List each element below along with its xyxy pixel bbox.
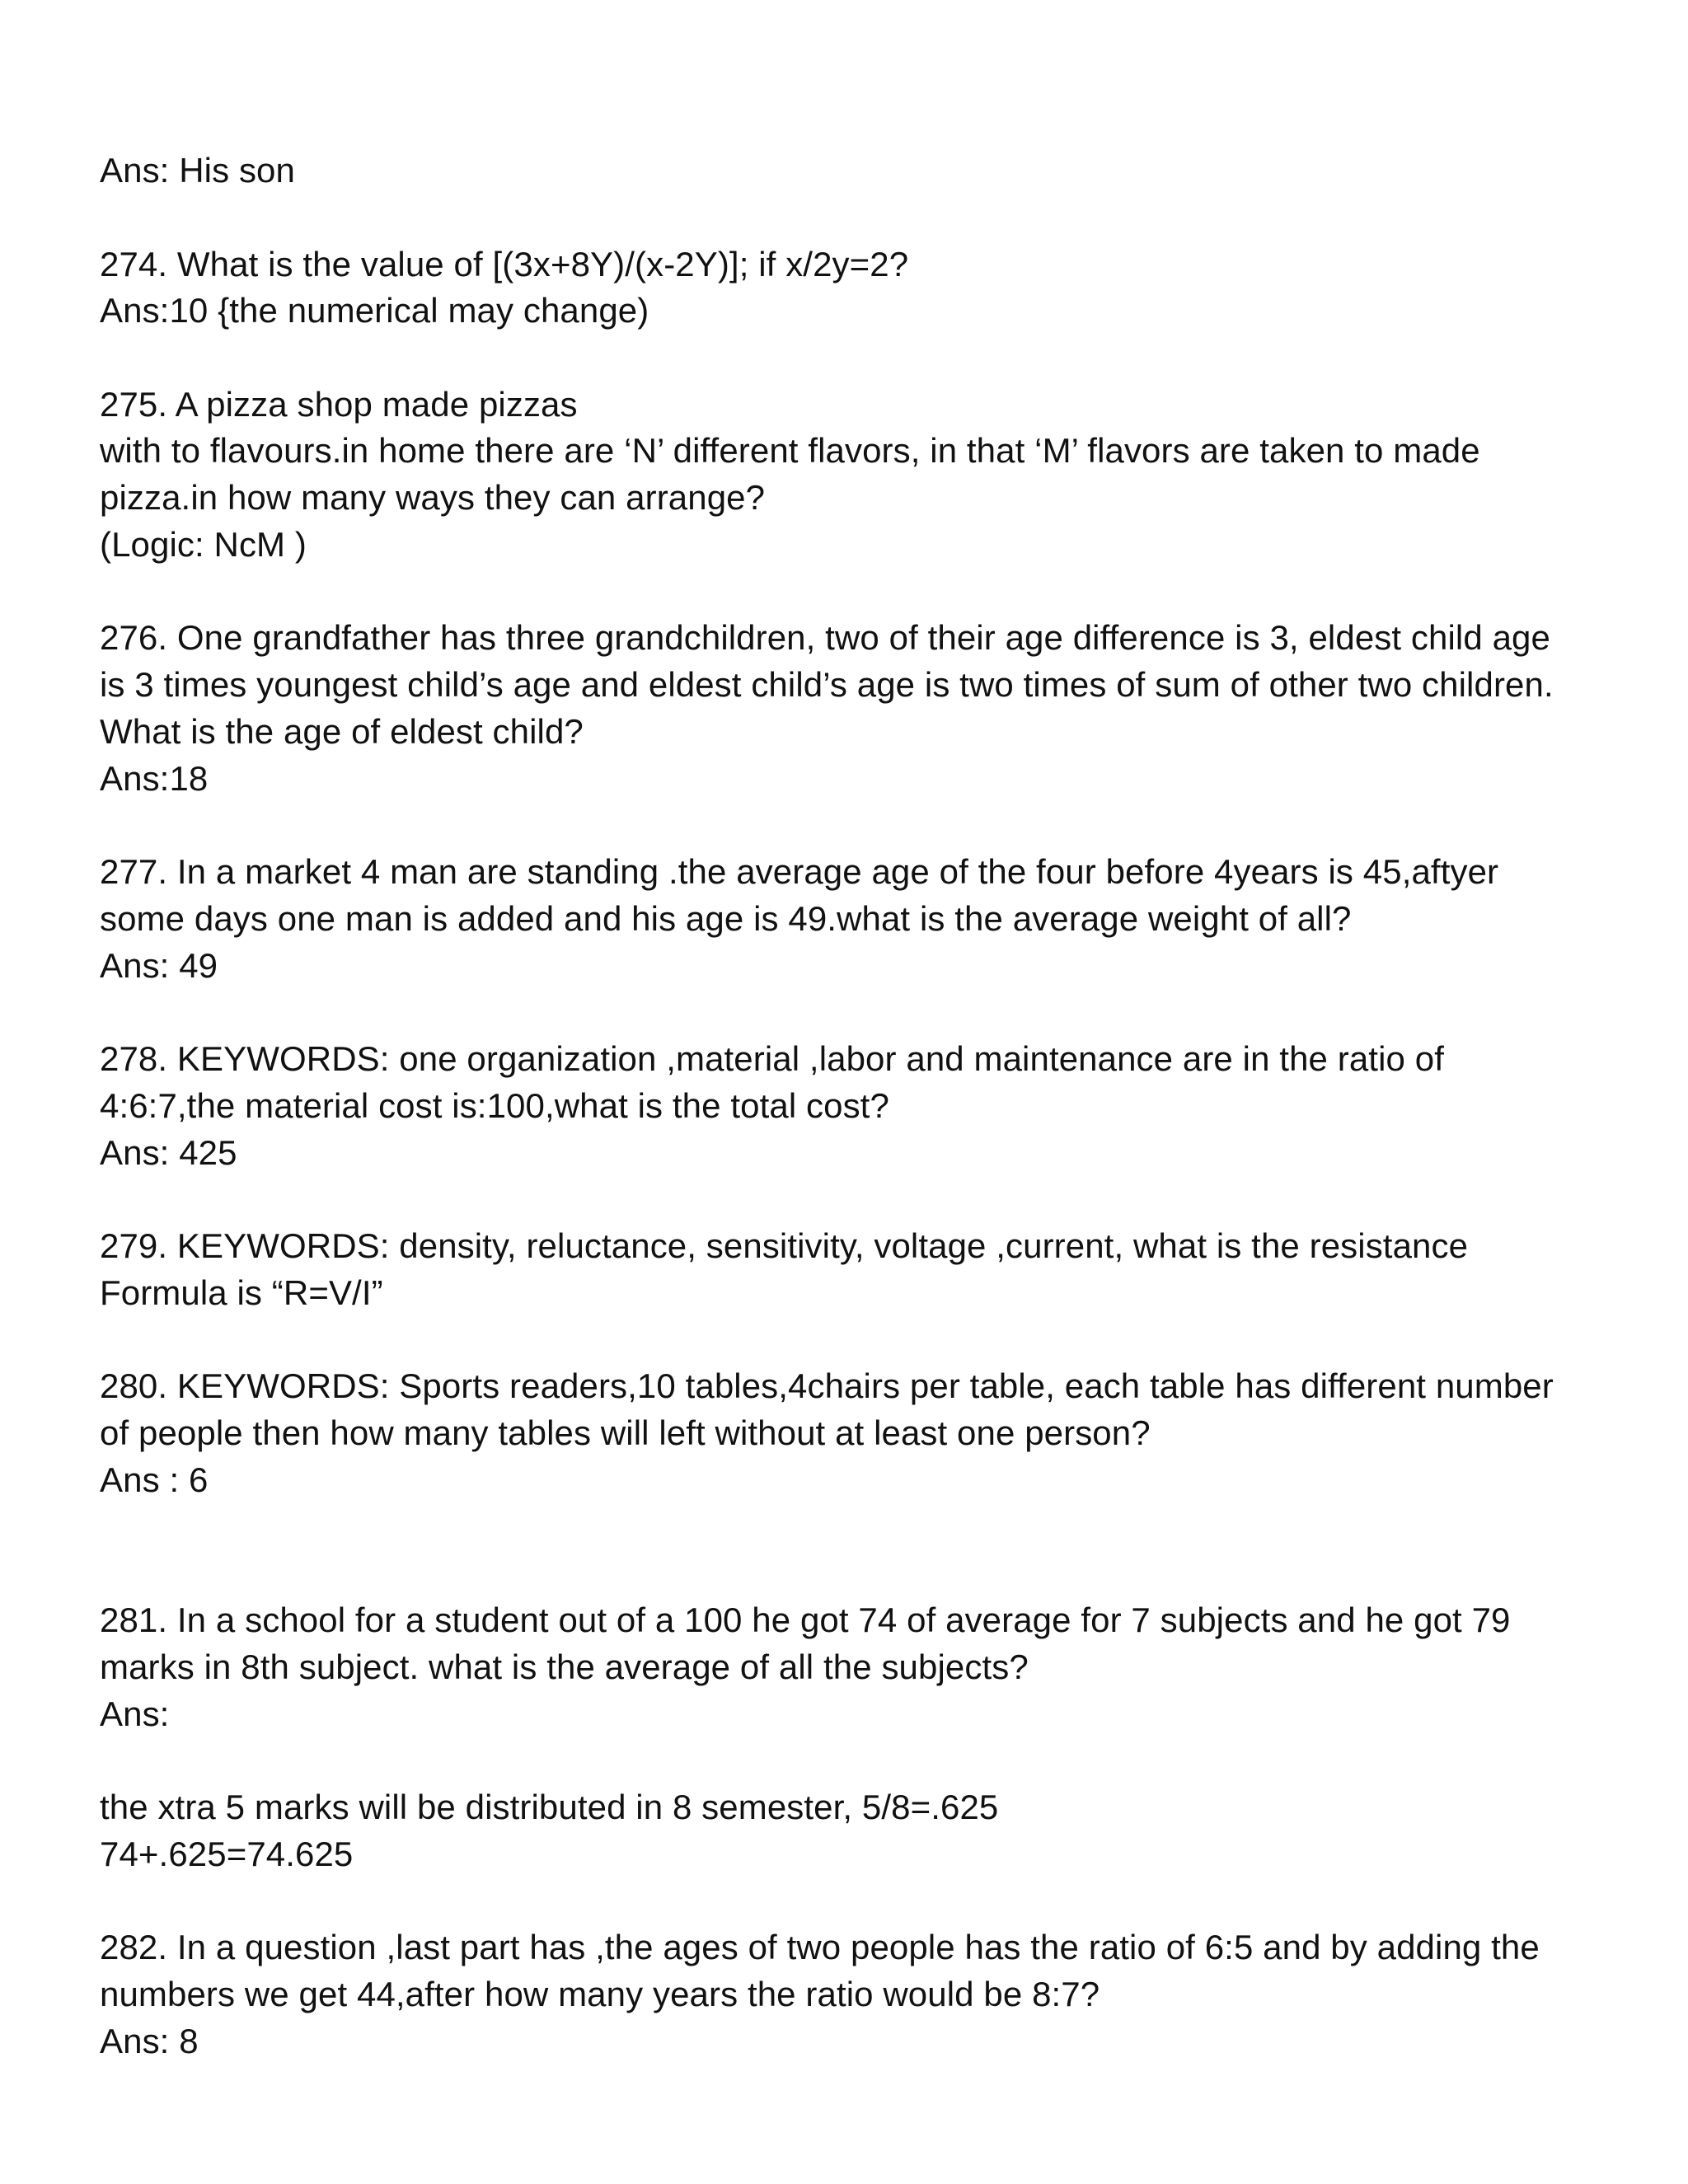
answer-276: Ans:18 [100, 759, 209, 798]
question-275-line-3: pizza.in how many ways they can arrange? [100, 478, 766, 517]
answer-278: Ans: 425 [100, 1133, 237, 1172]
question-277-line-2: some days one man is added and his age is 49.what is the average weight of all? [100, 899, 1352, 938]
question-278-line-2: 4:6:7,the material cost is:100,what is the total cost? [100, 1086, 889, 1125]
question-276-line-2: is 3 times youngest child’s age and eldest child’s age is two times of sum of other two children. [100, 665, 1554, 704]
answer-273: Ans: His son [100, 151, 295, 190]
formula-279: Formula is “R=V/I” [100, 1273, 383, 1312]
answer-274: Ans:10 {the numerical may change) [100, 291, 649, 330]
question-278-line-1: 278. KEYWORDS: one organization ,material ,labor and maintenance are in the ratio of [100, 1039, 1444, 1078]
answer-280: Ans : 6 [100, 1460, 209, 1499]
answer-281-explanation: the xtra 5 marks will be distributed in 8 semester, 5/8=.625 [100, 1788, 999, 1826]
question-276-line-3: What is the age of eldest child? [100, 712, 584, 751]
question-280-line-2: of people then how many tables will left without at least one person? [100, 1413, 1151, 1452]
question-280-line-1: 280. KEYWORDS: Sports readers,10 tables,4chairs per table, each table has different number [100, 1366, 1554, 1405]
answer-277: Ans: 49 [100, 946, 218, 985]
answer-282: Ans: 8 [100, 2022, 199, 2060]
question-282-line-2: numbers we get 44,after how many years the ratio would be 8:7? [100, 1975, 1100, 2013]
question-281-line-1: 281. In a school for a student out of a 100 he got 74 of average for 7 subjects and he got 79 [100, 1601, 1511, 1639]
question-282-line-1: 282. In a question ,last part has ,the ages of two people has the ratio of 6:5 and by adding the [100, 1928, 1540, 1966]
answer-281-label: Ans: [100, 1694, 170, 1733]
question-275-line-2: with to flavours.in home there are ‘N’ different flavors, in that ‘M’ flavors are taken to made [100, 431, 1480, 470]
question-277-line-1: 277. In a market 4 man are standing .the average age of the four before 4years is 45,aftyer [100, 852, 1499, 891]
question-276-line-1: 276. One grandfather has three grandchildren, two of their age difference is 3, eldest child age [100, 618, 1550, 657]
question-274: 274. What is the value of [(3x+8Y)/(x-2Y)]; if x/2y=2? [100, 245, 909, 284]
question-275-line-1: 275. A pizza shop made pizzas [100, 385, 578, 424]
answer-281-result: 74+.625=74.625 [100, 1835, 354, 1873]
logic-275: (Logic: NcM ) [100, 525, 307, 564]
question-279: 279. KEYWORDS: density, reluctance, sensitivity, voltage ,current, what is the resistance [100, 1226, 1469, 1265]
question-281-line-2: marks in 8th subject. what is the average of all the subjects? [100, 1647, 1029, 1686]
